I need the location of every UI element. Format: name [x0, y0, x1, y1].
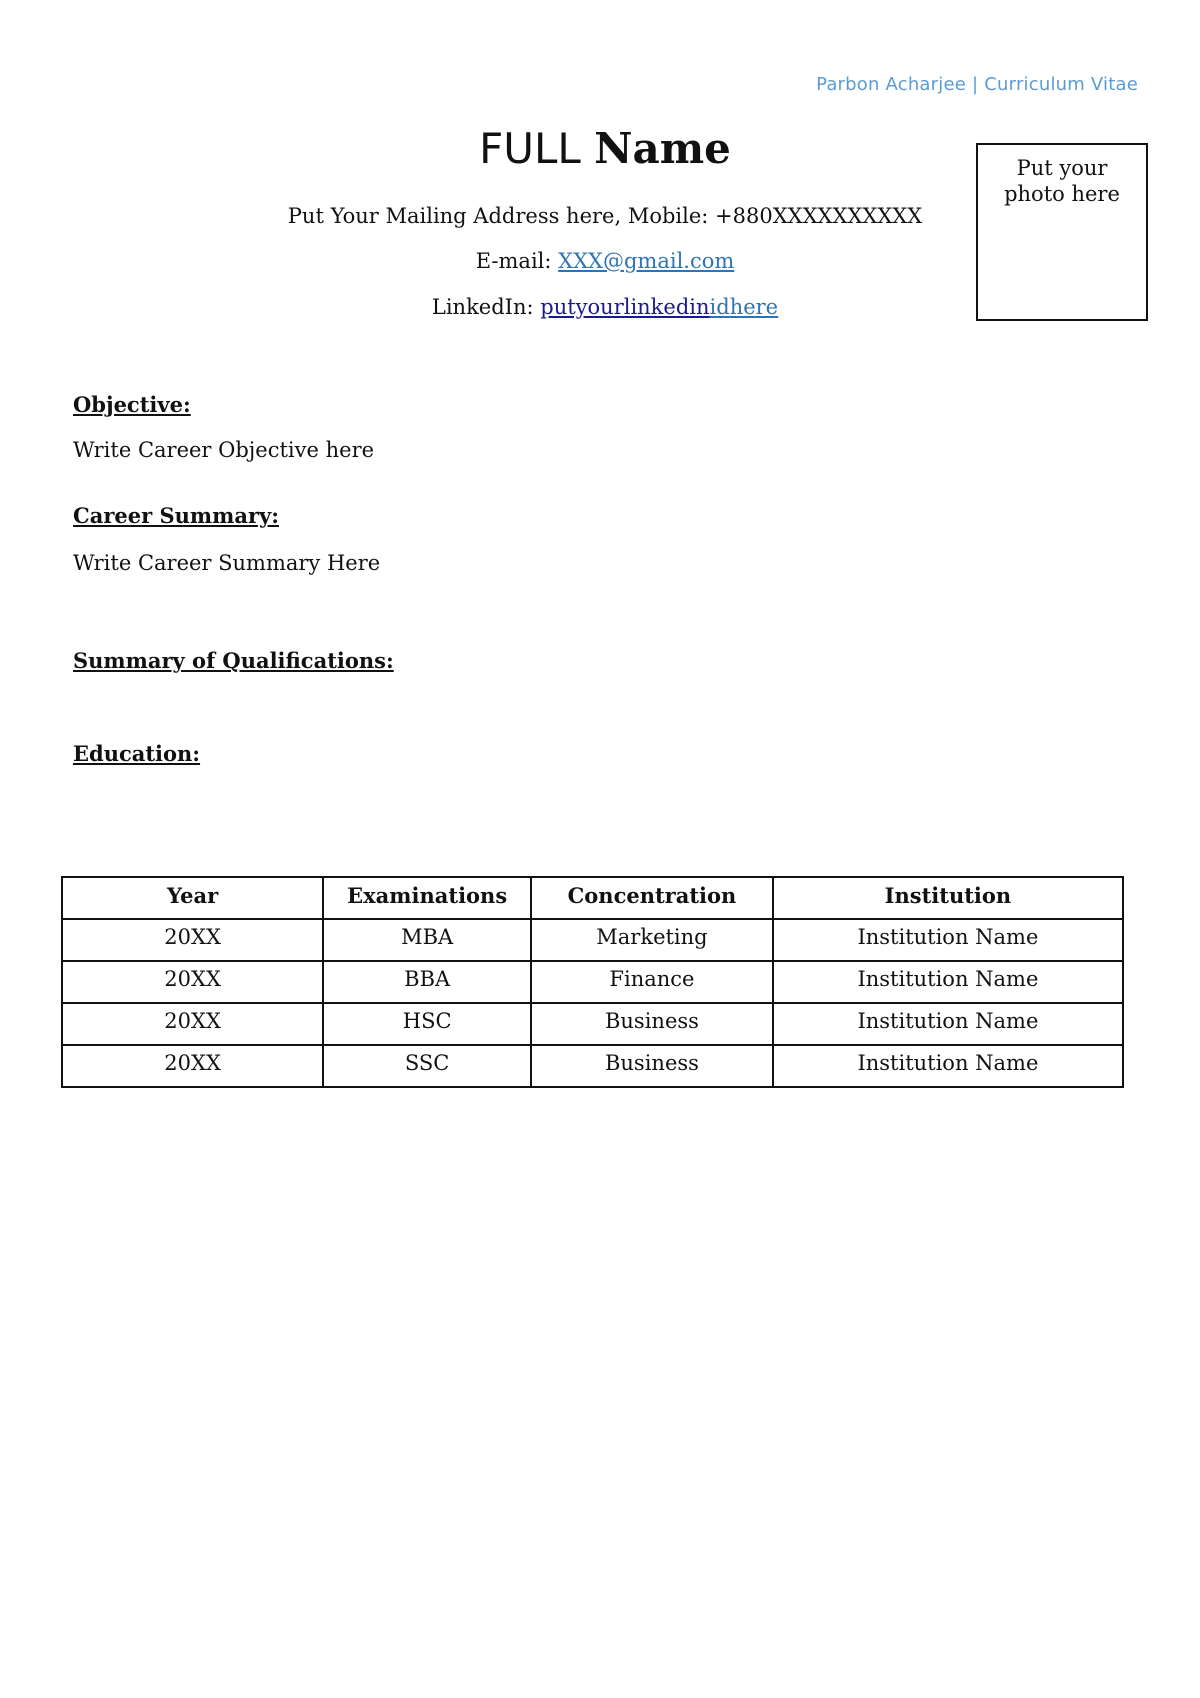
table-row: [62, 961, 1123, 1003]
header-doc-title: Curriculum Vitae: [984, 74, 1138, 95]
cell-concentration: Finance: [531, 961, 773, 1003]
linkedin-link-part1[interactable]: putyourlinkedin: [540, 295, 710, 319]
cell-concentration: Business: [531, 1003, 773, 1045]
photo-placeholder-line2: photo here: [1004, 182, 1120, 206]
linkedin-link[interactable]: [540, 295, 778, 319]
career-summary-text: Write Career Summary Here: [73, 551, 381, 575]
cell-concentration: Marketing: [531, 919, 773, 961]
table-row: [62, 1003, 1123, 1045]
photo-placeholder: [976, 143, 1148, 321]
title-second: Name: [594, 124, 731, 173]
linkedin-link-part2[interactable]: idhere: [709, 295, 779, 319]
column-header-institution: Institution: [773, 877, 1123, 919]
header-author: Parbon Acharjee: [816, 74, 967, 95]
column-header-year: Year: [62, 877, 323, 919]
cell-institution: Institution Name: [773, 1045, 1123, 1087]
email-link[interactable]: XXX@gmail.com: [558, 249, 735, 273]
photo-placeholder-line1: Put your: [1016, 156, 1108, 180]
email-label: E-mail:: [475, 249, 559, 273]
linkedin-label: LinkedIn:: [431, 295, 541, 319]
cell-institution: Institution Name: [773, 961, 1123, 1003]
cell-institution: Institution Name: [773, 919, 1123, 961]
career-summary-heading: Career Summary:: [73, 503, 279, 528]
column-header-concentration: Concentration: [531, 877, 773, 919]
objective-heading: Objective:: [73, 392, 191, 417]
cell-concentration: Business: [531, 1045, 773, 1087]
cell-examination: HSC: [323, 1003, 531, 1045]
qualifications-heading: Summary of Qualifications:: [73, 648, 394, 673]
cell-institution: Institution Name: [773, 1003, 1123, 1045]
education-heading: Education:: [73, 741, 201, 766]
page-header: [816, 74, 1138, 95]
cell-year: 20XX: [62, 1045, 323, 1087]
cell-year: 20XX: [62, 919, 323, 961]
table-header-row: [62, 877, 1123, 919]
cell-examination: BBA: [323, 961, 531, 1003]
table-row: [62, 919, 1123, 961]
cell-year: 20XX: [62, 1003, 323, 1045]
cell-examination: MBA: [323, 919, 531, 961]
title-first: FULL: [479, 124, 581, 173]
education-table: [61, 876, 1124, 1088]
header-separator: |: [972, 74, 979, 95]
column-header-examinations: Examinations: [323, 877, 531, 919]
address-line: Put Your Mailing Address here, Mobile: +880XXXXXXXXXX: [287, 204, 923, 228]
cell-examination: SSC: [323, 1045, 531, 1087]
objective-text: Write Career Objective here: [73, 438, 375, 462]
cell-year: 20XX: [62, 961, 323, 1003]
table-row: [62, 1045, 1123, 1087]
